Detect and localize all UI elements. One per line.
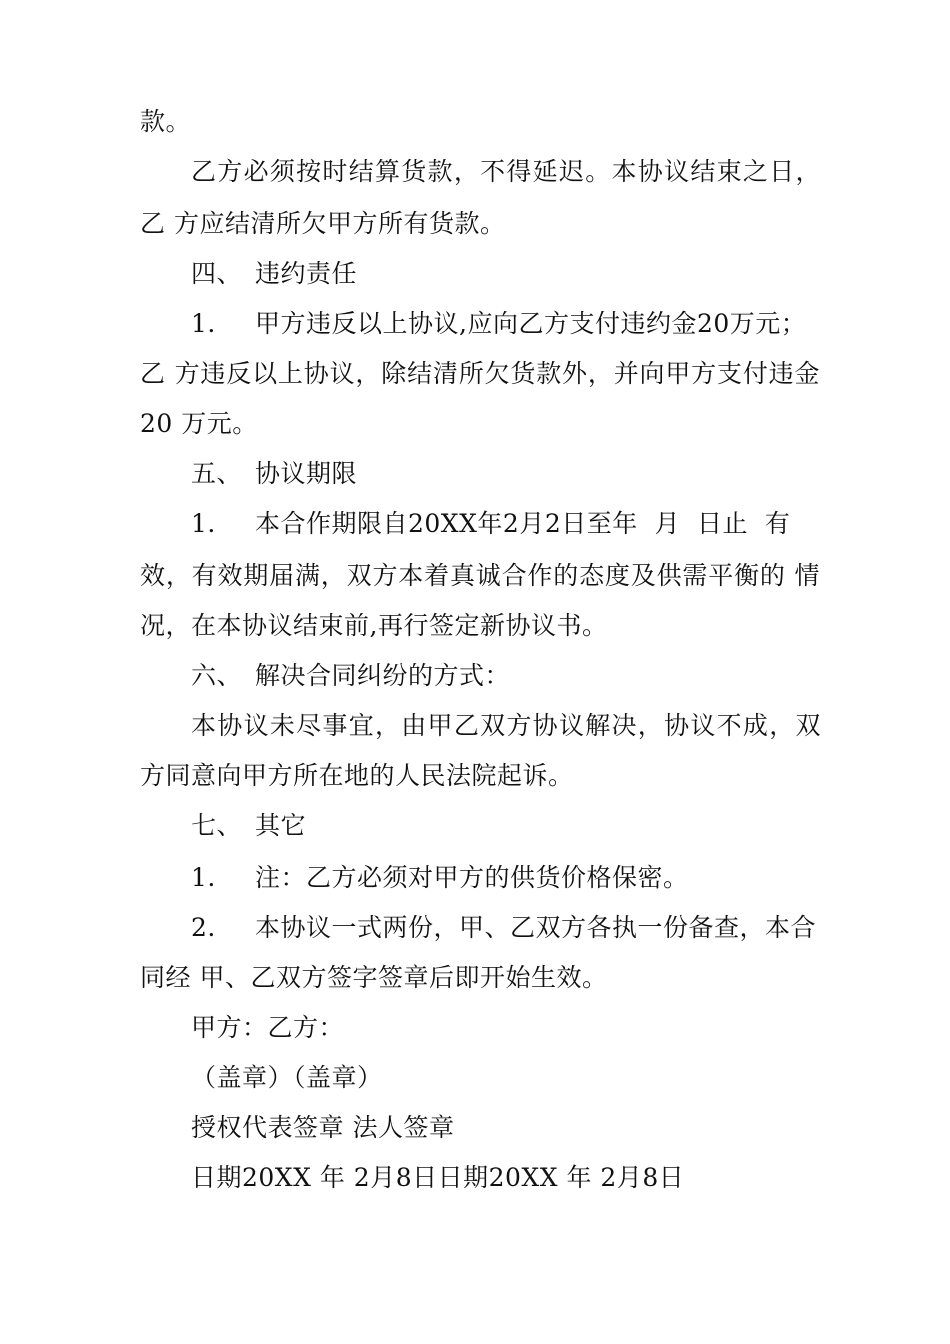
- clause: [191, 509, 821, 539]
- seal-line: （盖章）（盖章）: [191, 1063, 383, 1092]
- clause: [191, 309, 821, 339]
- clause-number: 1.: [191, 863, 216, 892]
- text-line: 乙 方违反以上协议，除结清所欠货款外，并向甲方支付违金: [140, 359, 820, 388]
- signature-line: 授权代表签章 法人签章: [191, 1113, 455, 1142]
- text-line: 同经 甲、乙双方签字签章后即开始生效。: [140, 963, 608, 992]
- section-number: 四、: [191, 259, 243, 288]
- section-title: 解决合同纠纷的方式：: [255, 661, 511, 690]
- section-heading: [191, 811, 821, 841]
- text-line: 况，在本协议结束前,再行签定新协议书。: [140, 611, 608, 640]
- text-line: 本协议未尽事宜，由甲乙双方协议解决，协议不成，双: [191, 711, 821, 740]
- clause-number: 1.: [191, 309, 216, 338]
- date-line: 日期20XX 年 2月8日日期20XX 年 2月8日: [191, 1163, 685, 1192]
- text-line: 效，有效期届满，双方本着真诚合作的态度及供需平衡的 情: [140, 561, 820, 590]
- clause-text: 注：乙方必须对甲方的供货价格保密。: [255, 863, 689, 892]
- section-number: 七、: [191, 811, 243, 840]
- clause-number: 1.: [191, 509, 216, 538]
- clause-number: 2.: [191, 913, 216, 942]
- clause-text: 本协议一式两份，甲、乙双方各执一份备查，本合: [255, 913, 817, 942]
- text-line: 方同意向甲方所在地的人民法院起诉。: [140, 761, 574, 790]
- section-heading: [191, 259, 821, 289]
- section-heading: [191, 459, 821, 489]
- text-line: 款。: [140, 107, 192, 136]
- text-line: 乙 方应结清所欠甲方所有货款。: [140, 209, 506, 238]
- text-line: 20 万元。: [140, 409, 258, 438]
- signature-parties: 甲方：乙方：: [191, 1013, 345, 1042]
- section-number: 六、: [191, 661, 243, 690]
- section-number: 五、: [191, 459, 243, 488]
- clause: [191, 863, 821, 893]
- clause-text: 本合作期限自20XX年2月2日至年 月 日止 有: [255, 509, 791, 538]
- section-title: 其它: [255, 811, 307, 840]
- text-line: 乙方必须按时结算货款，不得延迟。本协议结束之日，: [191, 157, 821, 186]
- section-title: 违约责任: [255, 259, 358, 288]
- section-heading: [191, 661, 821, 691]
- clause: [191, 913, 821, 943]
- section-title: 协议期限: [255, 459, 358, 488]
- clause-text: 甲方违反以上协议,应向乙方支付违约金20万元；: [255, 309, 807, 338]
